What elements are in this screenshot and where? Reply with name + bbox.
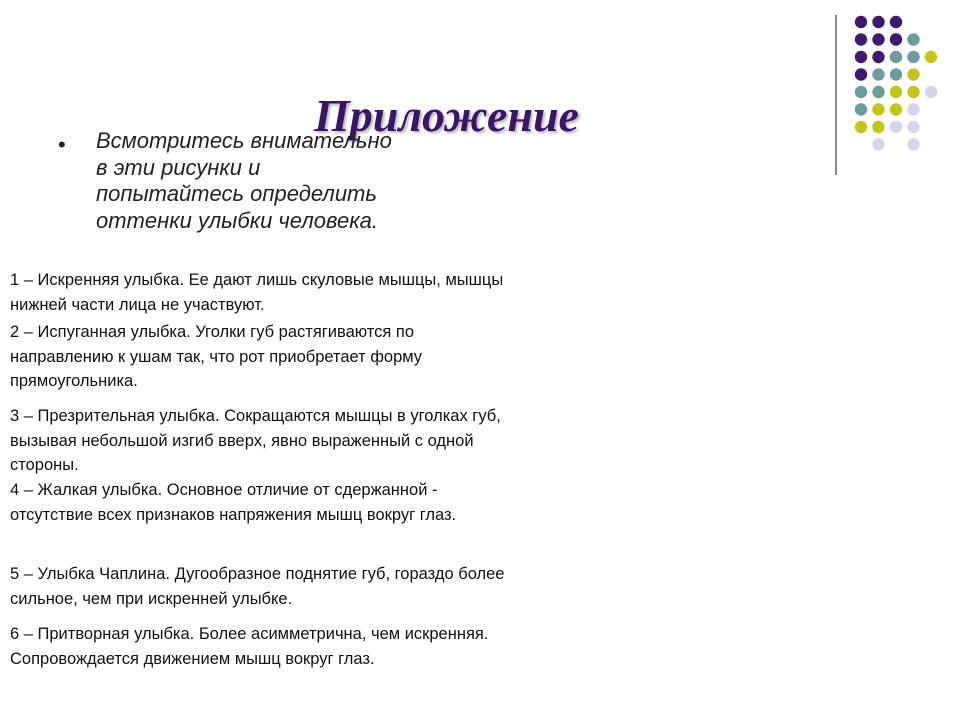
decorative-dot [907,103,919,115]
decorative-dot [907,138,919,150]
smile-type-6: 6 – Притворная улыбка. Более асимметрична, чем искренняя. Сопровождается движением мышц вокруг глаз. [10,625,489,668]
decorative-dot [855,51,867,63]
decorative-dot [925,51,937,63]
decorative-dot [872,16,884,28]
decorative-dot [855,121,867,133]
bullet-text: Всмотритесь внимательно в эти рисунки и попытайтесь определить оттенки улыбки человека. [96,128,392,233]
decorative-dot [890,103,902,115]
decorative-dot [855,86,867,98]
decorative-dot [890,51,902,63]
decorative-dot [890,33,902,45]
smile-type-3: 3 – Презрительная улыбка. Сокращаются мышцы в уголках губ, вызывая небольшой изгиб вверх, явно выраженный с одной стороны. [10,407,501,474]
decorative-dot [872,86,884,98]
decorative-dot [890,121,902,133]
decorative-dot [907,51,919,63]
decorative-dot [872,121,884,133]
smile-type-1: 1 – Искренняя улыбка. Ее дают лишь скуловые мышцы, мышцы нижней части лица не участвуют. [10,271,504,314]
decorative-dot [907,68,919,80]
decorative-dot [890,16,902,28]
decorative-dot [855,68,867,80]
decorative-dot [872,103,884,115]
decorative-dot [925,86,937,98]
decorative-dot [907,121,919,133]
decorative-dot [872,138,884,150]
smile-type-5: 5 – Улыбка Чаплина. Дугообразное поднятие губ, гораздо более сильное, чем при искренней улыбке. [10,565,505,608]
bullet-icon: • [58,132,66,157]
decorative-divider-line [835,15,837,175]
slide-title: Приложение [314,90,579,141]
decorative-dot [872,68,884,80]
decorative-dot-grid [848,9,948,154]
decorative-dot [872,51,884,63]
decorative-dot [855,33,867,45]
decorative-dot [907,33,919,45]
smile-type-4: 4 – Жалкая улыбка. Основное отличие от сдержанной - отсутствие всех признаков напряжения мышц вокруг глаз. [10,481,457,524]
decorative-dot [855,103,867,115]
decorative-dot [890,68,902,80]
decorative-dot [890,86,902,98]
decorative-dot [855,16,867,28]
decorative-dot [907,86,919,98]
decorative-dot [872,33,884,45]
smile-type-2: 2 – Испуганная улыбка. Уголки губ растягиваются по направлению к ушам так, что рот приобретает форму прямоугольника. [10,323,423,390]
